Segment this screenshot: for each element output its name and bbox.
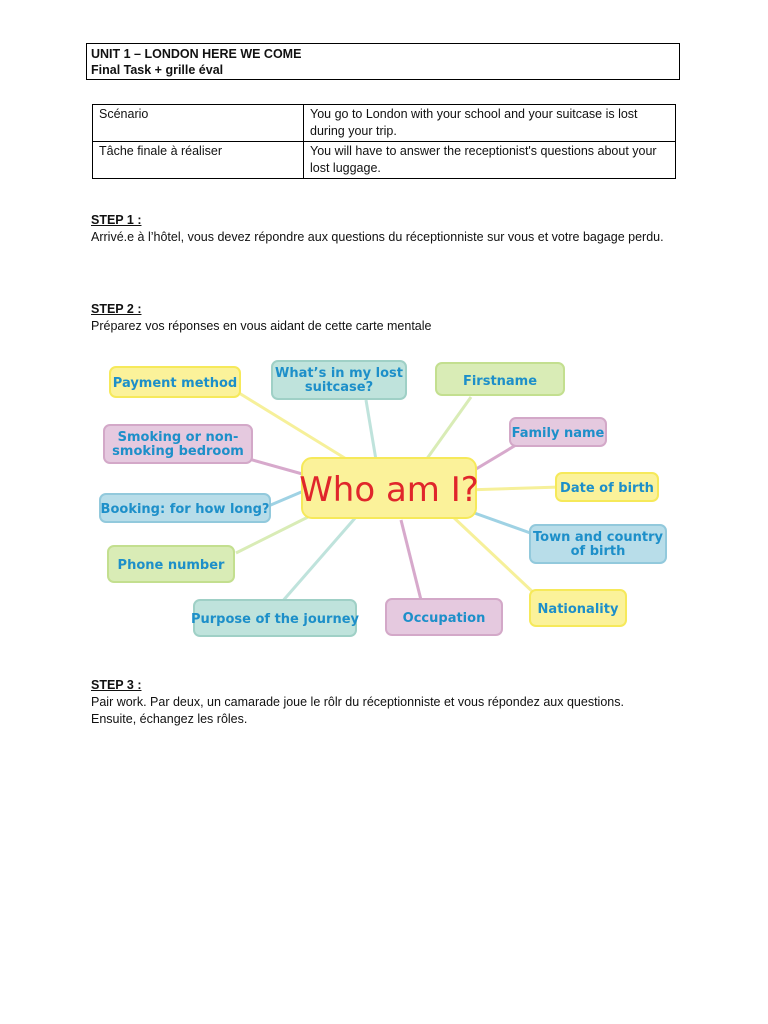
- node-label: Purpose of the journey: [190, 612, 360, 627]
- node-label: Phone number: [117, 558, 225, 573]
- node-label: Occupation: [402, 611, 486, 626]
- step-1: [91, 212, 681, 246]
- node-label: Smoking or non-: [117, 430, 239, 445]
- purpose-journey-node: [191, 600, 360, 636]
- payment-method-node: [110, 367, 240, 397]
- nationality-node: [530, 590, 626, 626]
- node-label: Date of birth: [560, 481, 654, 496]
- table-cell-label: Scénario: [93, 105, 304, 142]
- step-3: [91, 677, 681, 728]
- center-label: Who am I?: [299, 470, 479, 510]
- node-label: suitcase?: [304, 380, 374, 395]
- node-label: What’s in my lost: [275, 366, 403, 381]
- phone-number-node: [108, 546, 234, 582]
- table-cell-label: Tâche finale à réaliser: [93, 142, 304, 179]
- unit-title-box: [86, 43, 680, 80]
- town-country-birth-node: [530, 525, 666, 563]
- table-cell-value: You go to London with your school and your suitcase is lost during your trip.: [304, 105, 676, 142]
- node-label: smoking bedroom: [112, 444, 244, 459]
- occupation-node: [386, 599, 502, 635]
- unit-subtitle: Final Task + grille éval: [91, 63, 224, 77]
- step-text: Arrivé.e à l’hôtel, vous devez répondre aux questions du réceptionniste sur vous et votre bagage perdu.: [91, 230, 664, 244]
- step-heading: STEP 1 :: [91, 213, 142, 227]
- date-of-birth-node: [556, 473, 658, 501]
- node-label: Town and country: [533, 530, 663, 545]
- unit-title: UNIT 1 – LONDON HERE WE COME: [91, 47, 302, 61]
- step-text: Ensuite, échangez les rôles.: [91, 712, 248, 726]
- lost-suitcase-node: [272, 361, 406, 399]
- table-cell-value: You will have to answer the receptionist's questions about your lost luggage.: [304, 142, 676, 179]
- family-name-node: [510, 418, 606, 446]
- who-am-i-center: [299, 458, 479, 518]
- task-info-table: [92, 104, 676, 179]
- mind-map: [96, 355, 676, 645]
- firstname-node: [436, 363, 564, 395]
- table-row: [93, 142, 676, 179]
- node-label: of birth: [570, 544, 626, 559]
- node-label: Nationality: [537, 602, 619, 617]
- node-label: Family name: [511, 426, 605, 441]
- node-label: Payment method: [112, 376, 238, 391]
- step-text: Préparez vos réponses en vous aidant de cette carte mentale: [91, 319, 432, 333]
- node-label: Firstname: [462, 374, 538, 389]
- step-2: [91, 301, 681, 335]
- step-text: Pair work. Par deux, un camarade joue le rôlr du réceptionniste et vous répondez aux questions.: [91, 695, 624, 709]
- step-heading: STEP 3 :: [91, 678, 142, 692]
- booking-duration-node: [100, 494, 270, 522]
- table-row: [93, 105, 676, 142]
- node-label: Booking: for how long?: [100, 502, 270, 517]
- step-heading: STEP 2 :: [91, 302, 142, 316]
- smoking-bedroom-node: [104, 425, 252, 463]
